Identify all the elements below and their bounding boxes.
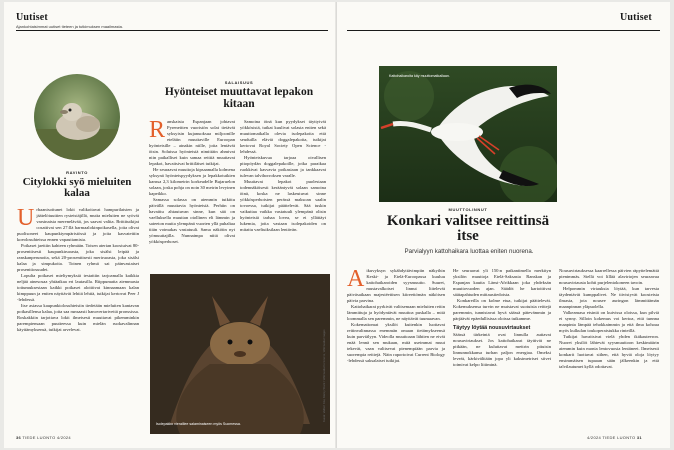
stork-headline: Konkari valitsee reittinsä itse (386, 213, 550, 245)
left-folio-text: TIEDE LUONTO 4/2024 (22, 435, 71, 440)
left-page-number: 36 (16, 435, 22, 440)
stork-deck: Parvialyyn kattohaikara luottaa eniten nuorena. (404, 248, 534, 255)
bat-paragraph: He seuraavat muuttoja kipsaamalla kolmena syksynä hyönteispyydyksen ja lepakkotutkien kanssa 2,3 kilometrin korkeudelle Bujaruelon solaan, joska pohja on noin 30 metrin levyinen kapeikko. (149, 167, 235, 196)
bat-paragraph: Samassa solassa on aiemmin tutkittu päivällä muuttavia hyönteisiä. Perhiin on havaittu ahtautuvan sinne, kun sää on vaelluksella muuttan otollinen eli lämmin ja sateeton mutta ylempänä vuorten yllä puhaltaa tiiän voimakas vastatuuli. Sama näkötin nyt yömuuttajilla. Nunnaimpa niitä olivat yökkösperhoset. (149, 197, 235, 244)
stork-dropcap: A (347, 268, 365, 292)
bat-headline: Hyönteiset muuttavat lepakon kitaan (164, 86, 314, 110)
bat-article-col2 (240, 119, 326, 267)
bat-photo (150, 274, 330, 434)
stork-paragraph: Konkareilla on kolme etua, tutkijat päättelevät. Kokemuksensa turvin ne muistavat suotuisia reittejä paremmin, tunnistavat hyvä säässä pätevämmin ja pärjäävät epäedullisissa oloissa tutkamme. (453, 298, 551, 321)
bat-paragraph: Samoina öinä kun pyydykset täyttyivät yökkösistä, tutkat kuulivat solasta eniten sekä muuttomatkalla olevia isolepakoita että seuduilla eläviä doggalepakoita, tutkijat kertovat Royal Society Open Science -lehdessä. (240, 119, 326, 154)
stork-kicker: MUUTTOLINNUT (448, 207, 488, 212)
right-folio-text: 4/2024 TIEDE LUONTO (587, 435, 636, 440)
stork-photo-caption: Kattohaikaroita käy muuttomatkallaan. (389, 74, 450, 78)
stork-subhead: Täytyy löytää nousuvirtaukset (453, 325, 531, 331)
stork-article-col2 (453, 268, 551, 430)
otter-headline: Citylokki syö mieluiten kalaa (22, 176, 132, 200)
stork-paragraph: Nousuvirtauksessa kaarrellessa päivien räpyttelemättä pienimmäs. Siellä voi lillää alavirtojen seuraavaa nousuvirtausta kohti purjelentokoneen tavoin. (559, 268, 659, 285)
header-rule-left (16, 30, 328, 31)
stork-article-col3 (559, 268, 659, 430)
otter-paragraph: Poikaset jaettiin kahteen ryhmään. Toisen aterian koostuivat 80-prosenttisesti kaupunkiruoasta, joka sisälsi leipää ja ranskanperunoita, sekä 20-prosenttisesti meriruoasta, joka sisälsi kalaa ja simpukoita. Toinen ryhmä sai päinvastaiset prosenttiosuudet. (17, 243, 139, 272)
bat-dropcap: R (149, 119, 166, 143)
otter-paragraph: Lopulta poikaset mieltymyksiä testattiin tarjoamalla kaikkia neljää ainesosaa yhtäaikaa eri lautasilla. Riippumatta aiemmasta tottumuksestaan kaikki poikaset aloittivat kinnaamaan kalan kimppuun ja eniten näyttävät lehtiä lehtiä, tutkijat kertovat Peer J -lehdessä. (17, 273, 139, 302)
bat-kicker: SALAISUUS (224, 80, 254, 85)
stork-paragraph: Kokemattomat yksilöt kuitenkin luottavat reitinvalinnassa enemmän omaan tietämykseensä kuin parviälyyn. Videolla muuttoaan lähtien ne eivät enää lennä sen mukaan, mitä useimmat muut tekevät, vaan valitsevat pienempiään parvia ja suorempia reittejä. Näin raportoivat Current Biology -lehdessä saksalaiset tutkijat. (347, 322, 445, 363)
left-folio (16, 435, 71, 440)
otter-paragraph: Itse asiassa kaupunkiolosuhteisiin tiedetään mieluiten kantavan poikasillensa kalaa, joita saa runsaasti hanovertarivettä pronssissa. Roskakkiin tarjottava lokit ilmeisesti muuttavat pikemminkin parempiensaan puutteessa kuin mielän ruokavalinnan käyttämyksensä, tutkijat arvelevat. (17, 303, 139, 332)
right-page (337, 2, 670, 448)
bat-paragraph: Muuttavat lepakot puolestaan todennäköisesti kerääntyvät solaan samoina öinä, koska ne laskeutuvat sinne yökkösperhoisten perässä maksoan saalin tovoessa, tutkijat päättelevät. Sää tuskin vaikuttaa vaikka vastatuuli ylempänä olisin hyönteisiä tarhaa lovea, se ei yllättäyt lukemia, joita vastaan isolepakoiden on mitattu vaeltuiksilaan lentävän. (240, 179, 326, 232)
bat-article-col1 (149, 119, 235, 267)
otter-article-body (17, 207, 139, 429)
stork-paragraph: He seuraavat yli 150:n paikantimella merkityn yksilön muuttoja Etelä-Saksasta Ranskan ja Espanjan kautta Länsi-Afrikkaan joka yhdeksän muuttovuoden ajan. Säädöt he kartoittivat säätapahtuden mittaustiedoista. (453, 268, 551, 297)
photo-credit: Kuvat: Valtteri Kivi, Alamy Stock / Wikimedia Commons, Wikimedia Images (322, 329, 326, 422)
stork-paragraph: Valkeamasa etsintä on kuivissa oloissa, kun pilviä ei synny. Silloin kokemus voi kertoa, että tunnna maapinta lämpää tehokkaimmin ja että ilma kohoaa myös kulkulan toukoperaistukka rinteillä. (559, 310, 659, 333)
bat-paragraph: Hyönteiskuvua tarjoaa oivallisen pitopöydän doggalepakoille, jotka paraikaa ruokkivat kasvavia poikasiaan ja tankkaavat tulevan talvihorroksen varalle. (240, 155, 326, 178)
gull-round-photo (34, 74, 120, 160)
stork-article-col1 (347, 268, 445, 430)
stork-photo (379, 66, 557, 202)
otter-dropcap: U (17, 207, 35, 231)
section-subtitle: Ajankohtaisimmat uutiset tieteen ja tutkimuksen maailmasta. (16, 24, 123, 29)
stork-paragraph: ikuvyksyn sykähdyttävimpiin näkyihin Keski- ja Etelä-Euroopassa kuuluu kattohaikaroiden syysmuutto. Suuret, mustavalkoiset linnut liitelevät päiväsaikaan majestéettisen kiireettömän näköisen päivia parvina. (347, 268, 445, 303)
stork-paragraph: Helpommin virtauksia löytää, kun tarvesta täydentävät kumppalivet. Ne tiivistyvät koosteista ilmasta, jota nousee auringon lämmittämän maanpinnan yläpuolella. (559, 286, 659, 309)
bat-paragraph: anskaista Espanjaan johtavat Pyreneitten vuoristön solat tietävät syksyisin kujanuoksua miljoonille eteläiin muuttaville Euroopan hyönteisille – ainakin niille, joita lentävät öisin. Soluissa hyönteisiä nimittäin ahmivat niin paikalliset kuin samaa reittiä muuttavat lepakot, havaitsivat brittiläiset tutkijat. (149, 119, 235, 166)
stork-paragraph: Tutkijat havaitsivat vielä yhden ikäkauteeron. Nuoret yksilöt lähtevät syysmuuttoon keskimäärin aiemmin kuin monia lentovuosia lentäneet. Ilmeisesti konkarit luottavat siihen, että hyviä oloja löytyy ensimmäisen tupaaan sään jälkeenkin ja että talvilautumet kyllä odottavat. (559, 334, 659, 369)
bat-photo-caption: Isolepakko vieraillee salaminaiseen myös Suomessa. (156, 422, 241, 426)
otter-kicker: RAVINTO (66, 170, 88, 175)
stork-paragraph: Säässä tärkeintä ovat linnulla auttavat nousuvirtaukset. Jos kattohaikarat täyttivät ne pitkään, ne kuluttavat mettrin pituisin linnunnokkansa turhan paljon energiaa. Omeksi leveät, kärkivälitään jopa yli kaksimetriset siivet toimivat kelpo liitiminä. (453, 332, 551, 368)
stork-paragraph: Kattohaikarat pyrkivät valitsemaan mieluiten reitin lämmittuja ja hyödyntävät muuttoa puskalla – mitä loommalla sen paremmin, ne näyttävät tuumaavan. (347, 304, 445, 321)
right-folio (587, 435, 642, 440)
magazine-spread (4, 2, 670, 448)
header-rule-right (347, 30, 660, 31)
otter-paragraph: rbaanisoitunet lokit valikoitavat hampurilaisten ja jäätelötuuttien rysteistäjillä, mutta mieluiten ne syövät varsinaista merenelävää, jos saavat valita. Brittitutkijat cosattivat sen 27:llä harmaalokinpoikasella, joita olivat puolisoneet kaupunkiympäristössä ja joita kasvatettiin koeolosuhteissa ennen vapauttamista. (17, 207, 139, 242)
left-page (4, 2, 337, 448)
section-title-right: Uutiset (620, 12, 652, 23)
section-title-left: Uutiset (16, 12, 48, 23)
right-page-number: 31 (636, 435, 642, 440)
